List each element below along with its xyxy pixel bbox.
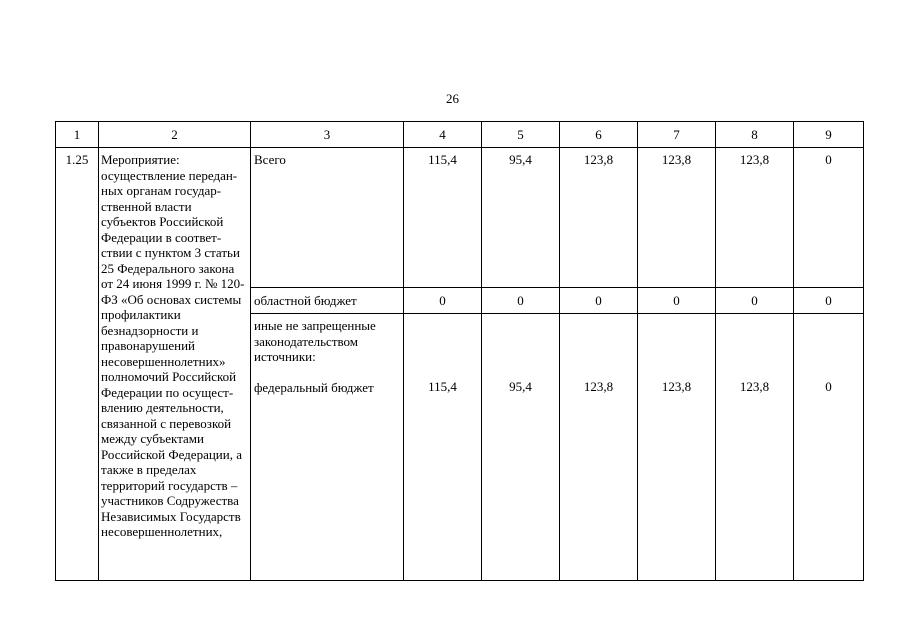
column-header-7: 7 [638,122,716,148]
value-total-col6: 123,8 [560,148,638,288]
item-description: Мероприятие: осуществление передан-ных органам государ-ственной власти субъектов Российской Федерации в соответ-ствии с пунктом 3 статьи 25 Федерального закона от 24 июня 1999 г. № 120-ФЗ «Об основах системы профилактики безнадзорности и правонарушений несовершеннолетних» полномочий Российской Федерации по осущест-влению деятельности, связанной с перевозкой между субъектами Российской Федерации, а также в пределах территорий государств – участников Содружества Независимых Государств несовершеннолетних, [99,148,251,581]
value-federal-col6-cell [560,314,638,581]
source-other-group [251,314,404,581]
column-header-3: 3 [251,122,404,148]
column-header-5: 5 [482,122,560,148]
value-federal-col5: 95,4 [509,379,532,394]
value-federal-col7: 123,8 [661,379,692,394]
source-other-label: иные не запрещенные законодательством источники: [254,318,376,364]
value-total-col7: 123,8 [638,148,716,288]
value-federal-col8: 123,8 [739,379,770,394]
item-number: 1.25 [56,148,99,581]
value-federal-col4-cell [404,314,482,581]
value-regional-col7: 0 [638,288,716,314]
table-header-row [56,122,864,148]
column-header-1: 1 [56,122,99,148]
value-regional-col4: 0 [404,288,482,314]
source-regional-budget: областной бюджет [251,288,404,314]
column-header-4: 4 [404,122,482,148]
value-federal-col4: 115,4 [428,379,457,394]
value-federal-col8-cell [716,314,794,581]
budget-table [55,121,864,581]
value-federal-col6: 123,8 [583,379,614,394]
column-header-8: 8 [716,122,794,148]
source-federal-budget: федеральный бюджет [254,379,374,395]
value-federal-col9: 0 [825,379,832,394]
value-regional-col8: 0 [716,288,794,314]
value-regional-col5: 0 [482,288,560,314]
column-header-2: 2 [99,122,251,148]
value-federal-col5-cell [482,314,560,581]
value-total-col4: 115,4 [404,148,482,288]
value-total-col9: 0 [794,148,864,288]
value-total-col5: 95,4 [482,148,560,288]
source-total: Всего [251,148,404,288]
value-federal-col9-cell [794,314,864,581]
column-header-9: 9 [794,122,864,148]
value-regional-col6: 0 [560,288,638,314]
table-row-total [56,148,864,288]
value-federal-col7-cell [638,314,716,581]
page-number: 26 [446,91,459,106]
value-total-col8: 123,8 [716,148,794,288]
column-header-6: 6 [560,122,638,148]
value-regional-col9: 0 [794,288,864,314]
